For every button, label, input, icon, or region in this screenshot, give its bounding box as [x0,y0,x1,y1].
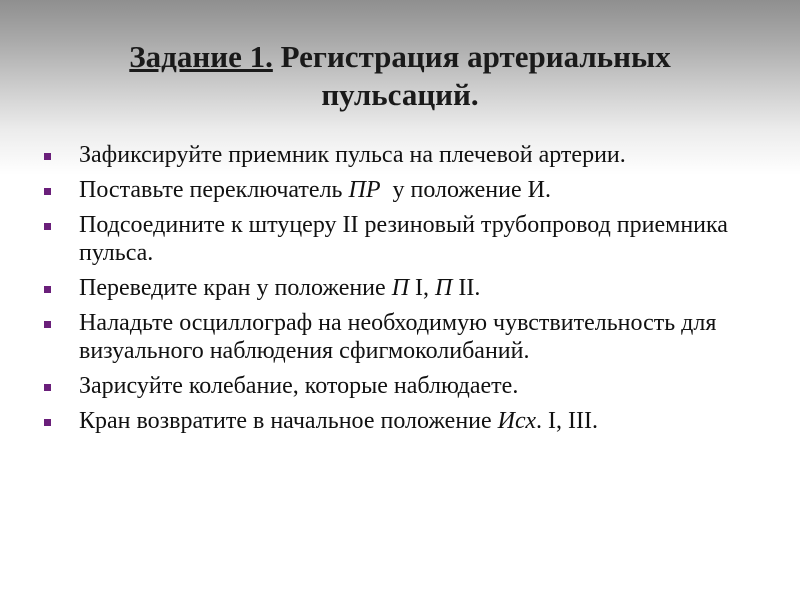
list-item [44,211,764,267]
item-text: Поставьте переключатель [79,177,349,203]
item-text-italic: П [435,275,453,301]
square-bullet-icon [44,384,51,391]
item-text-italic: ПР [348,177,381,203]
list-item [44,274,764,302]
item-text: у положение И. [380,177,551,203]
square-bullet-icon [44,286,51,293]
list-item [44,176,764,204]
instruction-list [44,141,764,442]
item-text-italic: Исх [497,408,536,434]
item-text: Зарисуйте колебание, которые наблюдаете. [79,373,519,399]
item-text-italic: П [391,275,410,301]
slide-title [60,38,740,114]
item-text: Наладьте осциллограф на необходимую чувствительность для визуального наблюдения сфигмоколибаний. [79,310,717,364]
square-bullet-icon [44,223,51,230]
list-item [44,141,764,169]
item-text: I, [409,275,436,301]
square-bullet-icon [44,153,51,160]
item-text: Зафиксируйте приемник пульса на плечевой артерии. [79,142,626,168]
list-item [44,309,764,365]
item-text: II. [452,275,481,301]
list-item [44,407,764,435]
item-text: . I, III. [536,408,598,434]
list-item [44,372,764,400]
square-bullet-icon [44,321,51,328]
item-text: Переведите кран у положение [79,275,392,301]
item-text: Кран возвратите в начальное положение [79,408,498,434]
task-label: Задание 1. [129,39,273,74]
square-bullet-icon [44,188,51,195]
square-bullet-icon [44,419,51,426]
task-title-text: Регистрация артериальных пульсаций. [272,39,671,112]
item-text: Подсоедините к штуцеру II резиновый трубопровод приемника пульса. [79,212,728,266]
